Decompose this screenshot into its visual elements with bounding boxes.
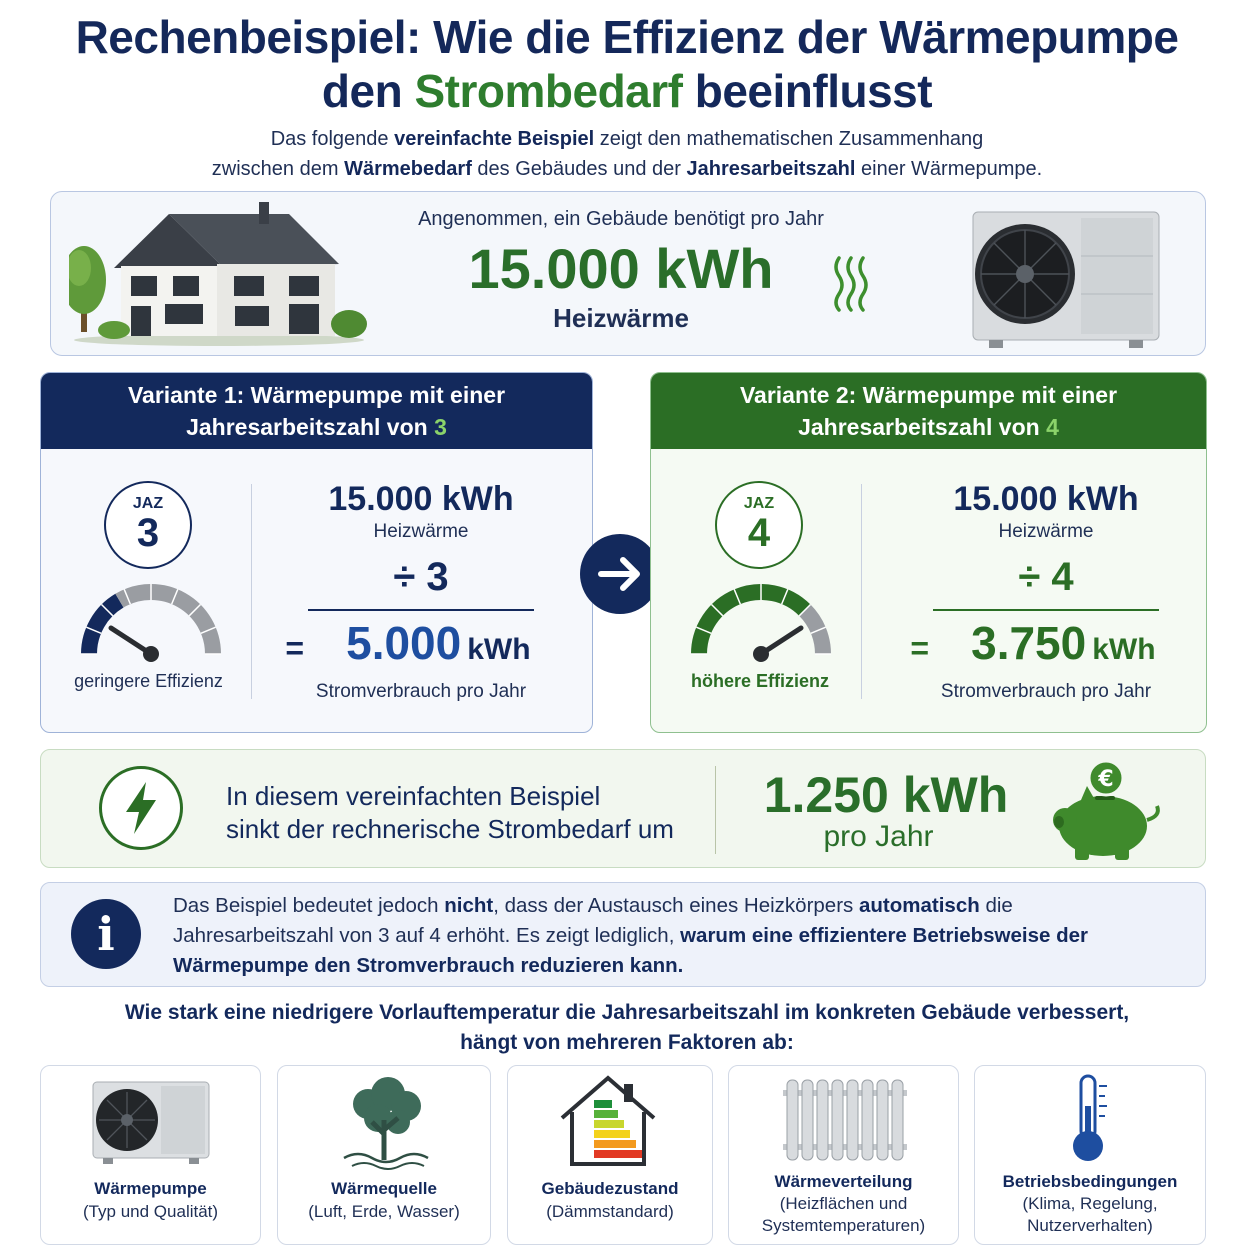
subtitle-line-1 [0,124,1254,154]
arrow-glyph [597,556,643,592]
variant-1-header [41,373,592,449]
variant-1-header-line-2 [41,411,592,443]
thermometer-icon [1067,1072,1117,1166]
jaz-value: 3 [136,511,160,555]
variant-1-header-text: Jahresarbeitszahl von [186,414,435,440]
subtitle-text: zeigt den mathematischen Zusammenhang [594,128,984,150]
hero-heat-value: 15.000 kWh [468,237,774,300]
jaz-label: JAZ [132,495,164,512]
factors-title-line-1: Wie stark eine niedrigere Vorlauftemperatur die Jahresarbeitszahl im konkreten Gebäude verbessert, [124,1001,1130,1024]
saving-text-line-2: sinkt der rechnerische Strombedarf um [226,814,674,844]
variant-2-header [651,373,1206,449]
jaz-value: 4 [747,511,771,555]
note-text [173,891,1163,981]
factor-sub: (Dämmstandard) [546,1202,674,1221]
arrow-right-icon [580,534,660,614]
note-part: Das Beispiel bedeutet jedoch [173,894,445,917]
subtitle-bold: vereinfachte Beispiel [394,128,595,150]
saving-panel [40,749,1206,868]
divider [715,766,716,854]
variant-1-header-number: 3 [434,414,447,440]
heat-pump-icon [91,1080,211,1166]
variant-2-header-number: 4 [1046,414,1059,440]
subtitle-bold: Wärmebedarf [344,158,472,180]
title-highlight: Strombedarf [414,65,683,117]
factor-card-distribution [728,1065,959,1245]
heat-pump-icon [969,210,1163,350]
variant-1-header-line-1: Variante 1: Wärmepumpe mit einer [127,382,506,408]
equals-sign: = [910,629,930,666]
fraction-line [933,609,1159,611]
factor-sub: (Typ und Qualität) [82,1202,219,1221]
factor-sub: (Luft, Erde, Wasser) [308,1202,460,1221]
gauge-hub [753,646,769,662]
variant-2-card [650,372,1207,733]
factor-sub: (Heizflächen und [779,1194,908,1213]
factor-sub: Nutzerverhalten) [1027,1216,1153,1235]
result-unit: kWh [1092,632,1156,666]
variant-1-body [41,449,592,733]
note-bold: warum eine effizientere Betriebsweise der Wärmepumpe den Stromverbrauch reduzieren kann. [173,924,1088,977]
efficiency-gauge [681,574,841,664]
result-unit: kWh [467,632,531,666]
hero-lead: Angenommen, ein Gebäude benötigt pro Jahr [418,208,824,230]
jaz-badge [715,481,803,569]
note-part: , dass der Austausch eines Heizkörpers [493,894,859,917]
title-line-2 [0,64,1254,118]
hero-panel [50,191,1206,356]
result-label: Stromverbrauch pro Jahr [315,680,527,702]
saving-value: 1.250 kWh [763,767,1009,823]
house-icon [69,202,369,347]
subtitle-text: Das folgende [270,128,395,150]
factor-label: Wärmepumpe [94,1179,207,1198]
jaz-label: JAZ [743,495,775,512]
variant-1-card [40,372,593,733]
factor-sub: Systemtemperaturen) [761,1216,926,1235]
divisor: ÷ 3 [393,555,449,599]
variant-2-header-line-1: Variante 2: Wärmepumpe mit einer [739,382,1118,408]
heat-waves-icon [831,254,871,312]
info-icon: i [71,899,141,969]
title-text: den [321,65,415,117]
heat-label: Heizwärme [998,521,1094,542]
divisor: ÷ 4 [1018,555,1074,599]
variant-2-header-line-2 [651,411,1206,443]
lightning-glyph [124,782,158,834]
lightning-icon [99,766,183,850]
factors-title [0,998,1254,1058]
factor-card-building [507,1065,713,1245]
divider [861,484,862,699]
result [285,616,556,679]
heat-value: 15.000 kWh [328,480,514,518]
gauge-caption: höhere Effizienz [690,671,829,691]
factor-sub: (Klima, Regelung, [1022,1194,1158,1213]
saving-unit: pro Jahr [823,820,934,853]
note-bold: automatisch [859,894,980,917]
fraction-line [308,609,534,611]
house-energy-label-icon [558,1074,658,1170]
radiator-icon [781,1078,909,1162]
note-part: die Jahresarbeitszahl von 3 auf 4 erhöht. Es zeigt lediglich, [173,894,1013,947]
variant-2-header-text: Jahresarbeitszahl von [798,414,1047,440]
factor-card-heat-pump [40,1065,261,1245]
factor-card-heat-source [277,1065,491,1245]
title-text: beeinflusst [682,65,933,117]
euro-symbol: € [1098,767,1114,792]
factor-label: Wärmequelle [331,1179,437,1198]
result-value: 3.750 [971,616,1087,669]
hero-heat-label: Heizwärme [553,303,689,333]
result [906,616,1186,679]
result-label: Stromverbrauch pro Jahr [940,680,1152,702]
saving-text-line-1: In diesem vereinfachten Beispiel [226,781,601,811]
calculation [906,479,1186,703]
gauge-hub [143,646,159,662]
subtitle-bold: Jahresarbeitszahl [686,158,856,180]
equals-sign: = [285,629,305,666]
factor-card-operation [974,1065,1206,1245]
efficiency-gauge [71,574,231,664]
piggy-bank-icon [1051,756,1166,864]
heat-label: Heizwärme [373,521,469,542]
info-note [40,882,1206,987]
tree-icon [338,1074,433,1170]
note-bold: nicht [444,894,494,917]
factor-label: Betriebsbedingungen [1002,1172,1178,1191]
divider [251,484,252,699]
title-line-1: Rechenbeispiel: Wie die Effizienz der Wärmepumpe [75,11,1179,63]
factor-label: Gebäudezustand [541,1179,679,1198]
saving-text [226,780,674,846]
variant-2-body [651,449,1206,733]
subtitle-line-2 [0,154,1254,184]
gauge-caption: geringere Effizienz [74,671,223,691]
gauge-segment [699,592,805,654]
subtitle-text: zwischen dem [211,158,345,180]
gauge-segment [89,601,119,654]
subtitle-text: einer Wärmepumpe. [855,158,1043,180]
calculation [286,479,556,703]
result-value: 5.000 [346,616,462,669]
factor-label: Wärmeverteilung [774,1172,913,1191]
heat-value: 15.000 kWh [953,480,1139,518]
jaz-badge [104,481,192,569]
subtitle-text: des Gebäudes und der [471,158,687,180]
subtitle [0,124,1254,184]
factors-title-line-2: hängt von mehreren Faktoren ab: [460,1031,794,1054]
hero-statement [381,208,861,334]
page-title [0,10,1254,118]
